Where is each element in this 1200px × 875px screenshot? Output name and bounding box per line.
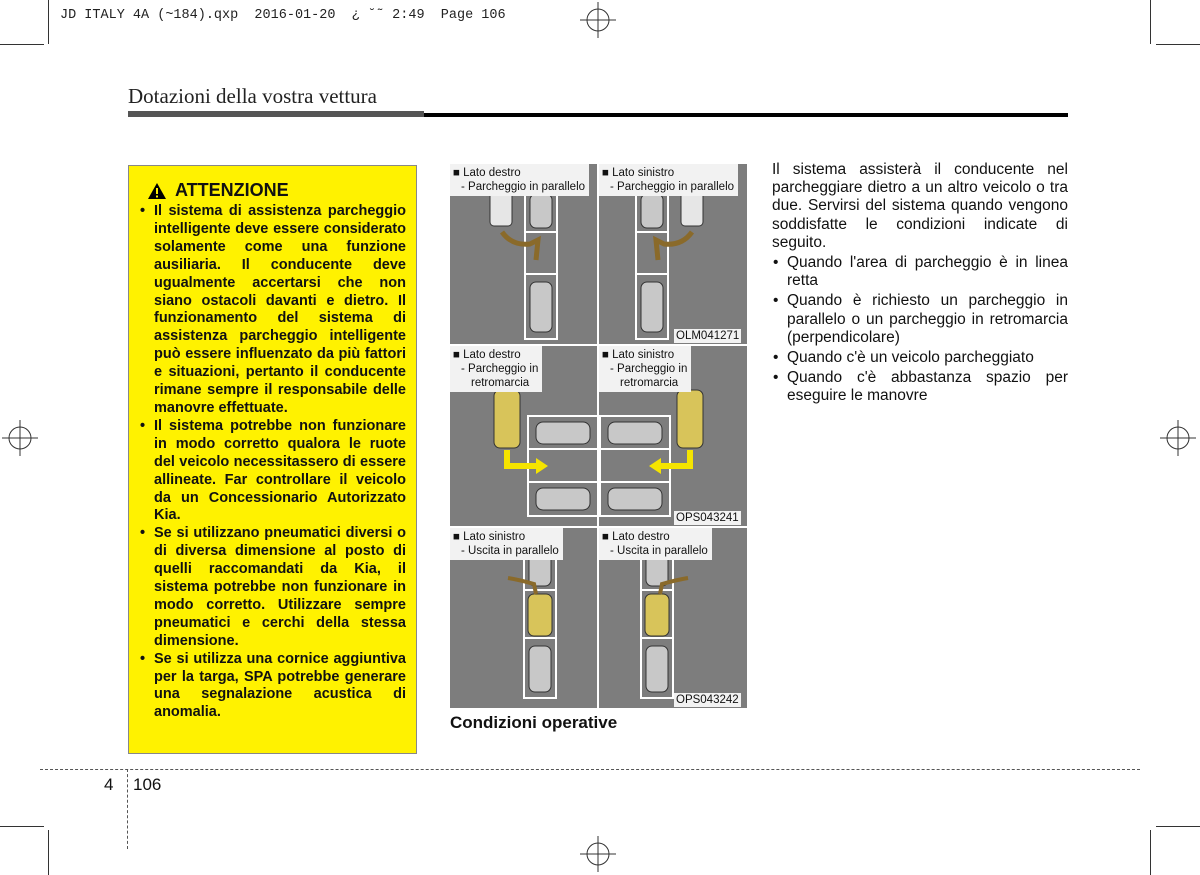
crop-mark (0, 44, 44, 45)
crop-mark (1150, 0, 1151, 44)
condition-item: • Quando è richiesto un parcheggio in parallelo o un parcheggio in retromarcia (perpendicolare) (772, 292, 1068, 347)
figure-label: ■ Lato destro - Uscita in parallelo (599, 528, 712, 560)
condition-item: • Quando c'è abbastanza spazio per eseguire le manovre (772, 369, 1068, 405)
chapter-number: 4 (104, 775, 114, 794)
figure-code: OPS043241 (676, 512, 739, 524)
condition-item: • Quando l'area di parcheggio è in linea retta (772, 254, 1068, 290)
warning-header (147, 180, 406, 201)
figure-label: ■ Lato sinistro - Parcheggio in parallelo (599, 164, 738, 196)
crop-mark (1150, 830, 1151, 875)
warning-item: • Il sistema potrebbe non funzionare in modo corretto qualora le ruote del veicolo necessitassero di essere allineate. Far controllare il veicolo da un Concessionario Autorizzato Kia. (139, 418, 406, 525)
warning-title: ATTENZIONE (175, 180, 289, 200)
figure-code: OPS043242 (676, 694, 739, 706)
body-text (772, 161, 1068, 408)
figure-caption: Condizioni operative (450, 713, 618, 732)
crop-mark (0, 826, 44, 827)
page-title: Dotazioni della vostra vettura (128, 84, 377, 108)
registration-mark-icon (580, 2, 616, 38)
print-slug: JD ITALY 4A (~184).qxp 2016-01-20 ¿ ˘˜ 2:49 Page 106 (60, 8, 506, 23)
crop-mark (1156, 44, 1200, 45)
condition-item: • Quando c'è un veicolo parcheggiato (772, 349, 1068, 367)
warning-box (128, 165, 417, 754)
conditions-list (772, 254, 1068, 406)
warning-list (139, 203, 406, 722)
warning-item: • Se si utilizzano pneumatici diversi o di diversa dimensione al posto di quelli raccomandati da Kia, il sistema potrebbe non funzionare in modo corretto. Utilizzare sempre pneumatici e cerchi della stessa dimensione. (139, 525, 406, 650)
figure-code: OLM041271 (676, 330, 740, 342)
title-rule-accent (128, 111, 424, 117)
registration-mark-icon (1160, 420, 1196, 456)
warning-item: • Se si utilizza una cornice aggiuntiva per la targa, SPA potrebbe generare una segnalazione acustica di anomalia. (139, 651, 406, 723)
figure-label: ■ Lato sinistro - Uscita in parallelo (450, 528, 563, 560)
intro-paragraph: Il sistema assisterà il conducente nel parcheggiare dietro a un altro veicolo o tra due. Servirsi del sistema quando vengono soddisfatte le condizioni indicate di seguito. (772, 161, 1068, 251)
warning-item: • Il sistema di assistenza parcheggio intelligente deve essere considerato solamente come una funzione ausiliaria. Il conducente deve ugualmente accertarsi che non siano ostacoli davanti e dietro. Il funzionamento del sistema di assistenza parcheggio intelligente può essere influenzato da più fattori e situazioni, pertanto il conducente rimane sempre il responsabile delle manovre effettuate. (139, 203, 406, 418)
crop-mark (48, 830, 49, 875)
footer-rule (40, 769, 1140, 770)
page-number: 106 (133, 775, 162, 794)
figure-label: ■ Lato destro - Parcheggio in parallelo (450, 164, 589, 196)
crop-mark (1156, 826, 1200, 827)
registration-mark-icon (2, 420, 38, 456)
figure-label: ■ Lato sinistro - Parcheggio in retromarcia (599, 346, 691, 392)
warning-triangle-icon (147, 182, 167, 200)
registration-mark-icon (580, 836, 616, 872)
crop-mark (48, 0, 49, 44)
footer-divider (127, 769, 128, 849)
figure-label: ■ Lato destro - Parcheggio in retromarcia (450, 346, 542, 392)
